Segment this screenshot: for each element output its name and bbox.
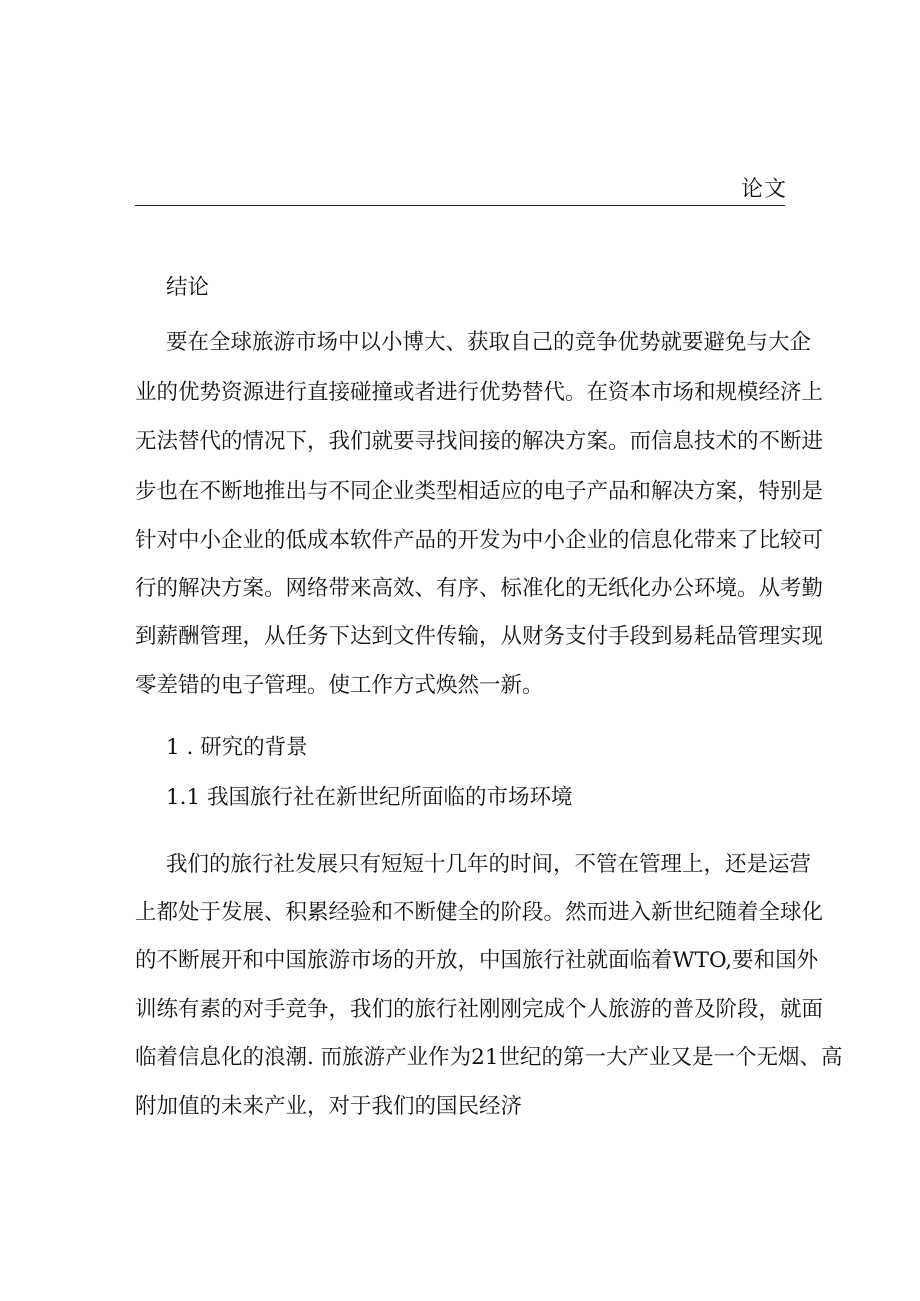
- conclusion-line: 无法替代的情况下，我们就要寻找间接的解决方案。而信息技术的不断进: [135, 429, 824, 454]
- page-header-title: 论文: [741, 177, 788, 202]
- conclusion-line: 步也在不断地推出与不同企业类型相适应的电子产品和解决方案，特别是: [135, 479, 824, 504]
- background-line: 上都处于发展、积累经验和不断健全的阶段。然而进入新世纪随着全球化: [135, 900, 824, 925]
- conclusion-heading: 结论: [166, 275, 210, 300]
- conclusion-line: 要在全球旅游市场中以小博大、获取自己的竞争优势就要避免与大企: [166, 330, 812, 355]
- background-heading: 1 . 研究的背景: [166, 735, 308, 760]
- conclusion-line: 到薪酬管理，从任务下达到文件传输，从财务支付手段到易耗品管理实现: [135, 624, 824, 649]
- background-line: 训练有素的对手竞争，我们的旅行社刚刚完成个人旅游的普及阶段，就面: [135, 997, 824, 1022]
- conclusion-line: 行的解决方案。网络带来高效、有序、标准化的无纸化办公环境。从考勤: [135, 576, 824, 601]
- header-divider: [135, 205, 785, 206]
- conclusion-line: 针对中小企业的低成本软件产品的开发为中小企业的信息化带来了比较可: [135, 528, 824, 553]
- background-subheading: 1.1 我国旅行社在新世纪所面临的市场环境: [166, 785, 573, 810]
- background-line: 附加值的未来产业，对于我们的国民经济: [135, 1094, 523, 1119]
- background-line: 的不断展开和中国旅游市场的开放，中国旅行社就面临着WTO,要和国外: [135, 948, 819, 973]
- conclusion-line: 业的优势资源进行直接碰撞或者进行优势替代。在资本市场和规模经济上: [135, 380, 824, 405]
- background-line: 我们的旅行社发展只有短短十几年的时间，不管在管理上，还是运营: [166, 852, 812, 877]
- background-line: 临着信息化的浪潮. 而旅游产业作为21世纪的第一大产业又是一个无烟、高: [135, 1045, 843, 1070]
- conclusion-line: 零差错的电子管理。使工作方式焕然一新。: [135, 673, 544, 698]
